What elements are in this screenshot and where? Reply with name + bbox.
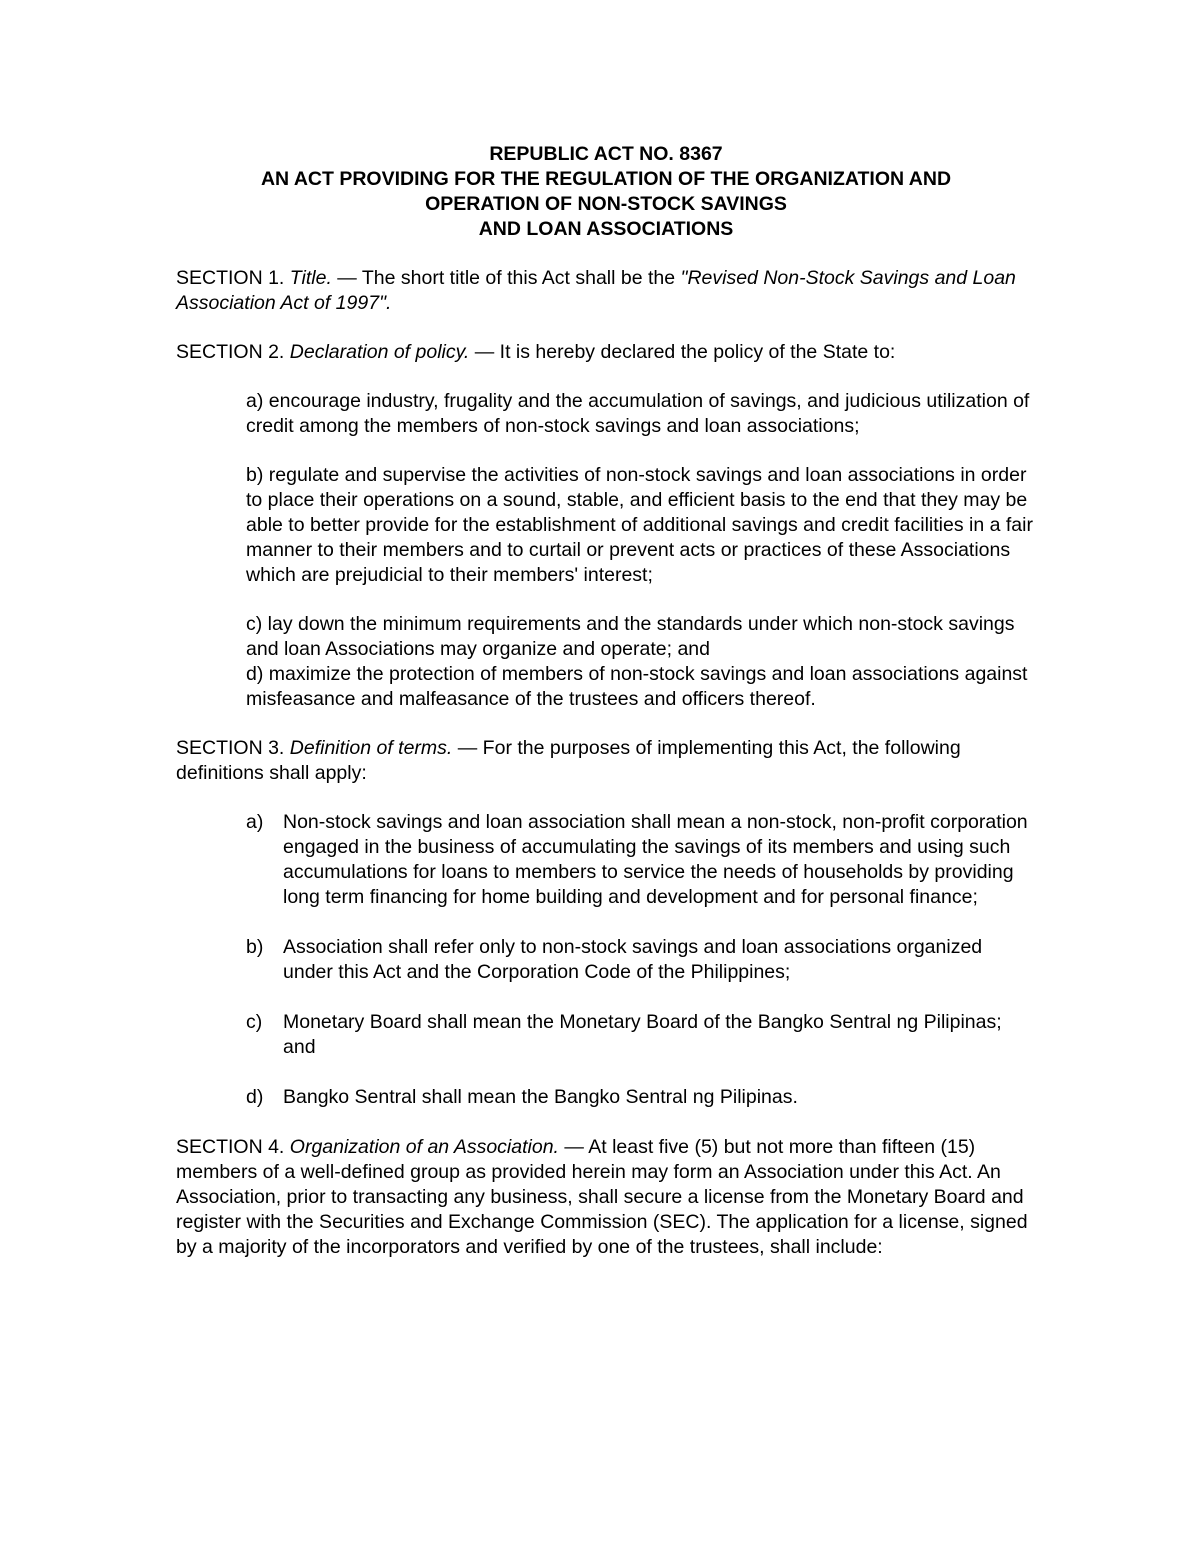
definition-b	[246, 935, 1036, 985]
policy-item-b: b) regulate and supervise the activities of non-stock savings and loan associations in order to place their operations on a sound, stable, and efficient basis to the end that they may be able to better provide for the establishment of additional savings and credit facilities in a fair manner to their members and to curtail or prevent acts or practices of these Associations which are prejudicial to their members' interest;	[246, 464, 1033, 586]
act-title-line-3: AND LOAN ASSOCIATIONS	[478, 218, 734, 240]
definition-c-label: c)	[246, 1011, 263, 1033]
section-2	[176, 340, 1036, 365]
section-4	[176, 1135, 1036, 1260]
act-title-line-2: OPERATION OF NON-STOCK SAVINGS	[425, 193, 787, 215]
policy-item-c: c) lay down the minimum requirements and the standards under which non-stock savings and loan Associations may organize and operate; and	[246, 613, 1015, 660]
policy-item-a: a) encourage industry, frugality and the accumulation of savings, and judicious utilization of credit among the members of non-stock savings and loan associations;	[246, 390, 1030, 437]
section-3-title: Definition of terms.	[289, 737, 453, 759]
definition-d-label: d)	[246, 1086, 264, 1108]
act-title-line-1: AN ACT PROVIDING FOR THE REGULATION OF THE ORGANIZATION AND	[260, 168, 952, 190]
definition-d-text: Bangko Sentral shall mean the Bangko Sentral ng Pilipinas.	[283, 1086, 798, 1108]
section-1	[176, 266, 1036, 316]
document-header	[176, 142, 1036, 242]
document-page	[176, 142, 1036, 1284]
definition-a-text: Non-stock savings and loan association shall mean a non-stock, non-profit corporation engaged in the business of accumulating the savings of its members and using such accumulations for loans to members to service the needs of households by providing long term financing for home building and development and for personal finance;	[283, 811, 1028, 908]
policy-item-d: d) maximize the protection of members of non-stock savings and loan associations against misfeasance and malfeasance of the trustees and officers thereof.	[246, 663, 1028, 710]
section-1-text: — The short title of this Act shall be the	[337, 267, 681, 289]
act-number: REPUBLIC ACT NO. 8367	[489, 143, 723, 165]
definition-c	[246, 1010, 1036, 1060]
section-2-label: SECTION 2.	[176, 341, 285, 363]
section-1-label: SECTION 1.	[176, 267, 285, 289]
section-3-label: SECTION 3.	[176, 737, 285, 759]
section-4-title: Organization of an Association.	[289, 1136, 559, 1158]
section-2-text: — It is hereby declared the policy of the State to:	[474, 341, 896, 363]
section-1-quote: "Revised Non-Stock Savings and Loan Association Act of 1997".	[176, 267, 1016, 314]
definition-a-label: a)	[246, 811, 264, 833]
section-2-title: Declaration of policy.	[289, 341, 470, 363]
definition-c-text: Monetary Board shall mean the Monetary Board of the Bangko Sentral ng Pilipinas; and	[283, 1011, 1002, 1058]
definition-d	[246, 1085, 1036, 1110]
section-3	[176, 736, 1036, 786]
definition-a	[246, 810, 1036, 910]
definition-b-text: Association shall refer only to non-stock savings and loan associations organized under this Act and the Corporation Code of the Philippines;	[283, 936, 983, 983]
section-1-title: Title.	[289, 267, 332, 289]
section-3-text: — For the purposes of implementing this Act, the following definitions shall apply:	[176, 737, 961, 784]
section-4-text: — At least five (5) but not more than fifteen (15) members of a well-defined group as provided herein may form an Association under this Act. An Association, prior to transacting any business, shall secure a license from the Monetary Board and register with the Securities and Exchange Commission (SEC). The application for a license, signed by a majority of the incorporators and verified by one of the trustees, shall include:	[176, 1136, 1028, 1258]
section-4-label: SECTION 4.	[176, 1136, 285, 1158]
definition-b-label: b)	[246, 936, 264, 958]
